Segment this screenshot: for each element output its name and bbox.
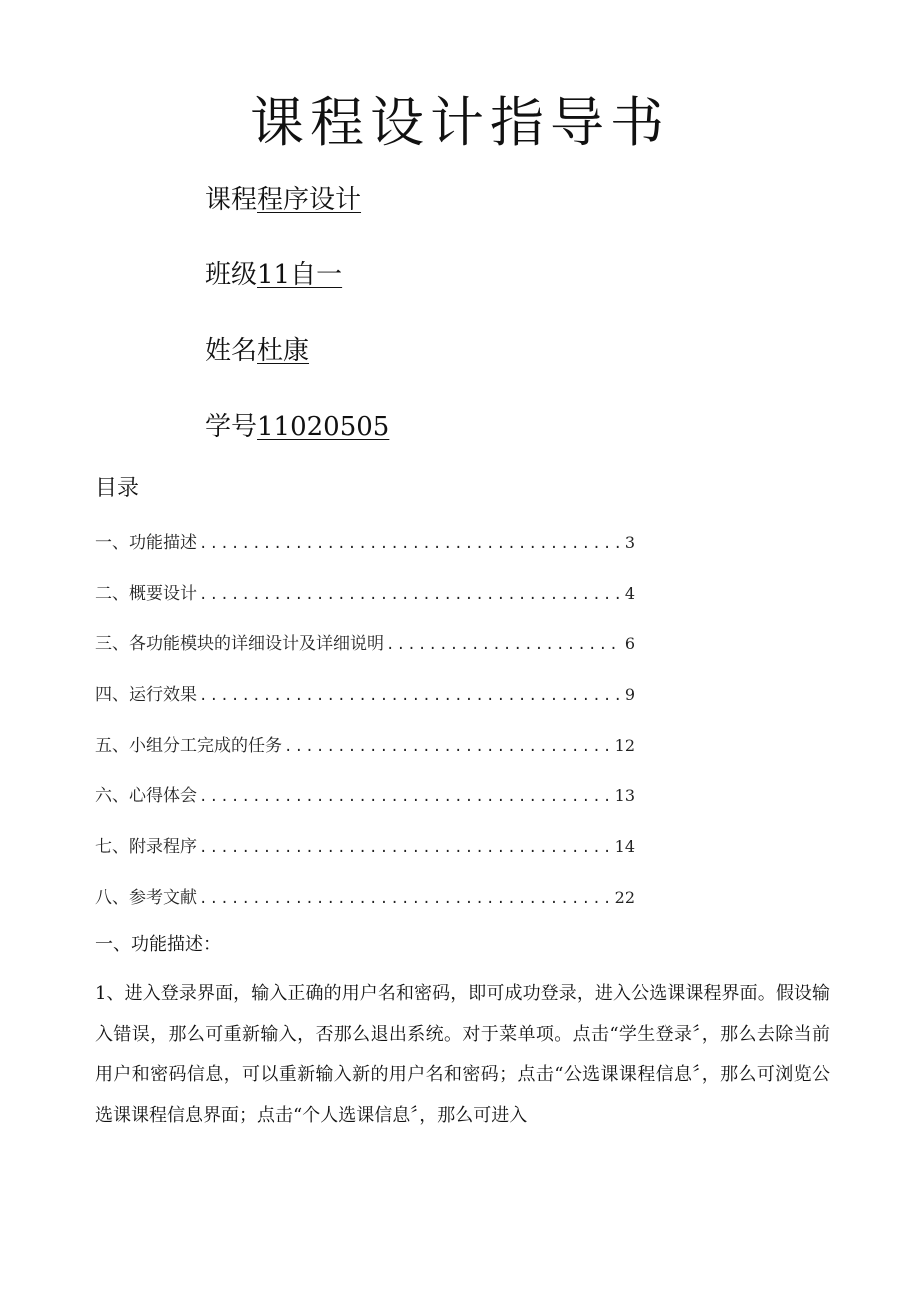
- section-heading: 一、功能描述：: [95, 934, 221, 955]
- info-name-label: 姓名: [205, 336, 258, 366]
- toc-entry-page: 6: [624, 634, 635, 654]
- toc-leader-dots: [386, 630, 623, 660]
- toc-entry[interactable]: [95, 883, 635, 934]
- toc-leader-dots: [199, 580, 623, 610]
- toc-entry-label: 一、功能描述: [95, 533, 197, 553]
- toc-entry-page: 9: [624, 685, 635, 705]
- toc-entry-page: 4: [624, 583, 635, 603]
- toc-entry-label: 五、小组分工完成的任务: [95, 735, 282, 756]
- toc-entry-label: 三、各功能模块的详细设计及详细说明: [95, 634, 384, 655]
- info-student-id-value: 11020505: [257, 412, 390, 442]
- toc-entry-label: 二、概要设计: [95, 583, 197, 604]
- toc-entry-label: 六、心得体会: [95, 786, 197, 807]
- info-course: [205, 182, 361, 218]
- toc-leader-dots: [199, 681, 623, 711]
- toc-entry-page: 13: [614, 786, 635, 806]
- toc-entry[interactable]: [95, 528, 635, 579]
- toc-entry-label: 七、附录程序: [95, 837, 197, 858]
- toc-entry[interactable]: [95, 832, 635, 883]
- table-of-contents: [95, 528, 635, 934]
- toc-entry-page: 22: [614, 887, 635, 907]
- toc-entry[interactable]: [95, 629, 635, 680]
- info-class: [205, 257, 342, 293]
- toc-entry[interactable]: [95, 781, 635, 832]
- toc-entry[interactable]: [95, 579, 635, 630]
- section-body-paragraph: 1、进入登录界面，输入正确的用户名和密码，即可成功登录，进入公选课课程界面。假设输入错误，那么可重新输入，否那么退出系统。对于菜单项。点击“学生登录〞，那么去除当前用户和密码信息，可以重新输入新的用户名和密码；点击“公选课课程信息〞，那么可浏览公选课课程信息界面；点击“个人选课信息〞，那么可进入: [95, 983, 830, 1126]
- toc-entry-label: 八、参考文献: [95, 887, 197, 908]
- toc-leader-dots: [284, 732, 613, 762]
- toc-leader-dots: [199, 782, 613, 812]
- info-name-value: 杜康: [257, 336, 310, 366]
- toc-entry[interactable]: [95, 680, 635, 731]
- toc-entry-page: 3: [624, 533, 635, 552]
- toc-leader-dots: [199, 884, 613, 914]
- info-name: [205, 333, 309, 369]
- info-student-id-label: 学号: [205, 412, 258, 442]
- info-course-label: 课程: [205, 185, 258, 215]
- info-class-label: 班级: [205, 260, 258, 290]
- info-course-value: 程序设计: [257, 185, 362, 215]
- info-student-id: [205, 409, 389, 445]
- toc-entry-page: 14: [614, 837, 635, 857]
- document-title: 课程设计指导书: [250, 91, 670, 154]
- toc-entry-page: 12: [614, 735, 635, 755]
- toc-leader-dots: [199, 833, 613, 863]
- toc-entry[interactable]: [95, 731, 635, 782]
- toc-heading: 目录: [95, 476, 140, 501]
- toc-entry-label: 四、运行效果: [95, 685, 197, 706]
- toc-leader-dots: [199, 529, 623, 559]
- info-class-value: 11自一: [257, 260, 343, 290]
